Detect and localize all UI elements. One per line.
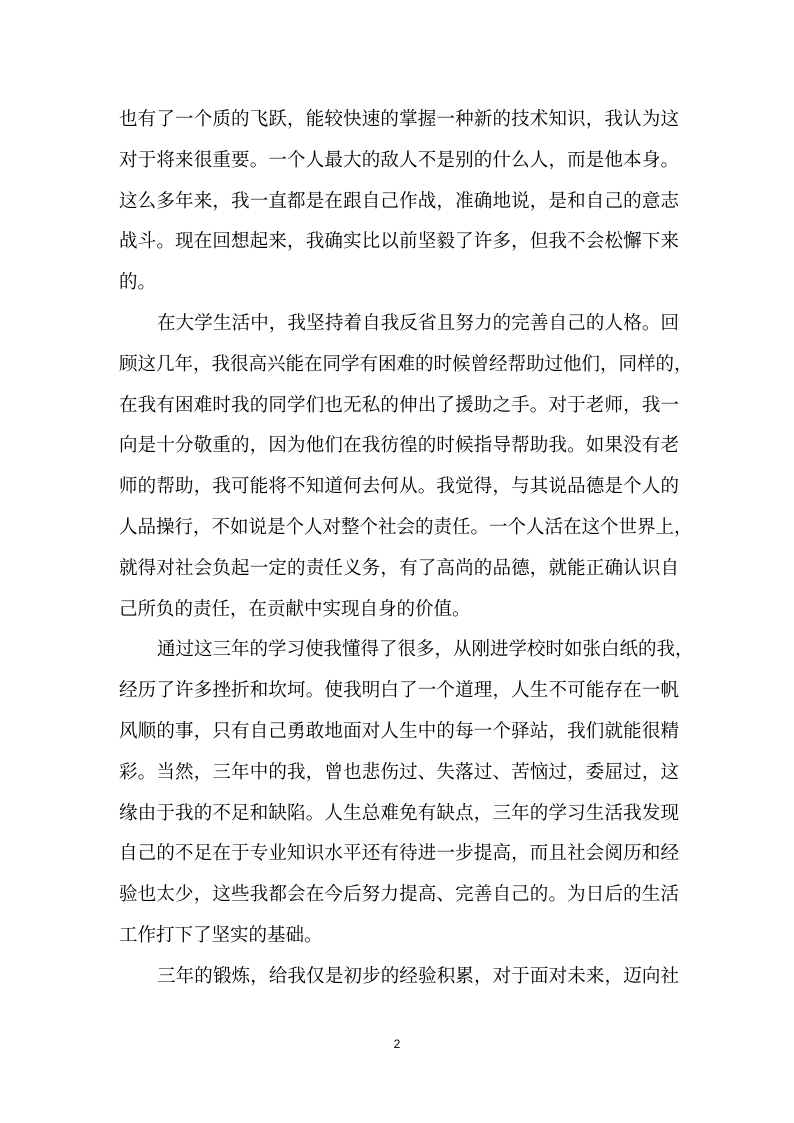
text-line: 人品操行，不如说是个人对整个社会的责任。一个人活在这个世界上，: [119, 516, 693, 538]
paragraph-start-line: 三年的锻炼，给我仅是初步的经验积累，对于面对未来，迈向社: [157, 965, 679, 987]
text-line: 对于将来很重要。一个人最大的敌人不是别的什么人，而是他本身。: [119, 149, 679, 171]
text-line: 顾这几年，我很高兴能在同学有困难的时候曾经帮助过他们，同样的，: [119, 353, 693, 375]
text-line: 师的帮助，我可能将不知道何去何从。我觉得，与其说品德是个人的: [119, 476, 679, 498]
page-number: 2: [393, 1037, 401, 1051]
text-line: 工作打下了坚实的基础。: [119, 924, 323, 946]
text-line: 向是十分敬重的，因为他们在我彷徨的时候指导帮助我。如果没有老: [119, 435, 679, 457]
text-line: 的。: [119, 272, 157, 294]
text-line: 自己的不足在于专业知识水平还有待进一步提高，而且社会阅历和经: [119, 843, 679, 865]
text-line: 战斗。现在回想起来，我确实比以前坚毅了许多，但我不会松懈下来: [119, 231, 679, 253]
text-line: 风顺的事，只有自己勇敢地面对人生中的每一个驿站，我们就能很精: [119, 720, 679, 742]
body-text: [119, 100, 694, 998]
text-line: 就得对社会负起一定的责任义务，有了高尚的品德，就能正确认识自: [119, 557, 679, 579]
text-line: 彩。当然，三年中的我，曾也悲伤过、失落过、苦恼过，委屈过，这: [119, 761, 679, 783]
text-line: 经历了许多挫折和坎坷。使我明白了一个道理，人生不可能存在一帆: [119, 680, 679, 702]
text-line: 在我有困难时我的同学们也无私的伸出了援助之手。对于老师，我一: [119, 394, 679, 416]
paragraph-start-line: 通过这三年的学习使我懂得了很多，从刚进学校时如张白纸的我，: [157, 639, 694, 661]
text-line: 己所负的责任，在贡献中实现自身的价值。: [119, 598, 471, 620]
paragraph-start-line: 在大学生活中，我坚持着自我反省且努力的完善自己的人格。回: [157, 312, 679, 334]
text-line: 缘由于我的不足和缺陷。人生总难免有缺点，三年的学习生活我发现: [119, 802, 679, 824]
text-line: 这么多年来，我一直都是在跟自己作战，准确地说，是和自己的意志: [119, 190, 679, 212]
text-line: 验也太少，这些我都会在今后努力提高、完善自己的。为日后的生活: [119, 884, 679, 906]
text-line: 也有了一个质的飞跃，能较快速的掌握一种新的技术知识，我认为这: [119, 109, 679, 130]
